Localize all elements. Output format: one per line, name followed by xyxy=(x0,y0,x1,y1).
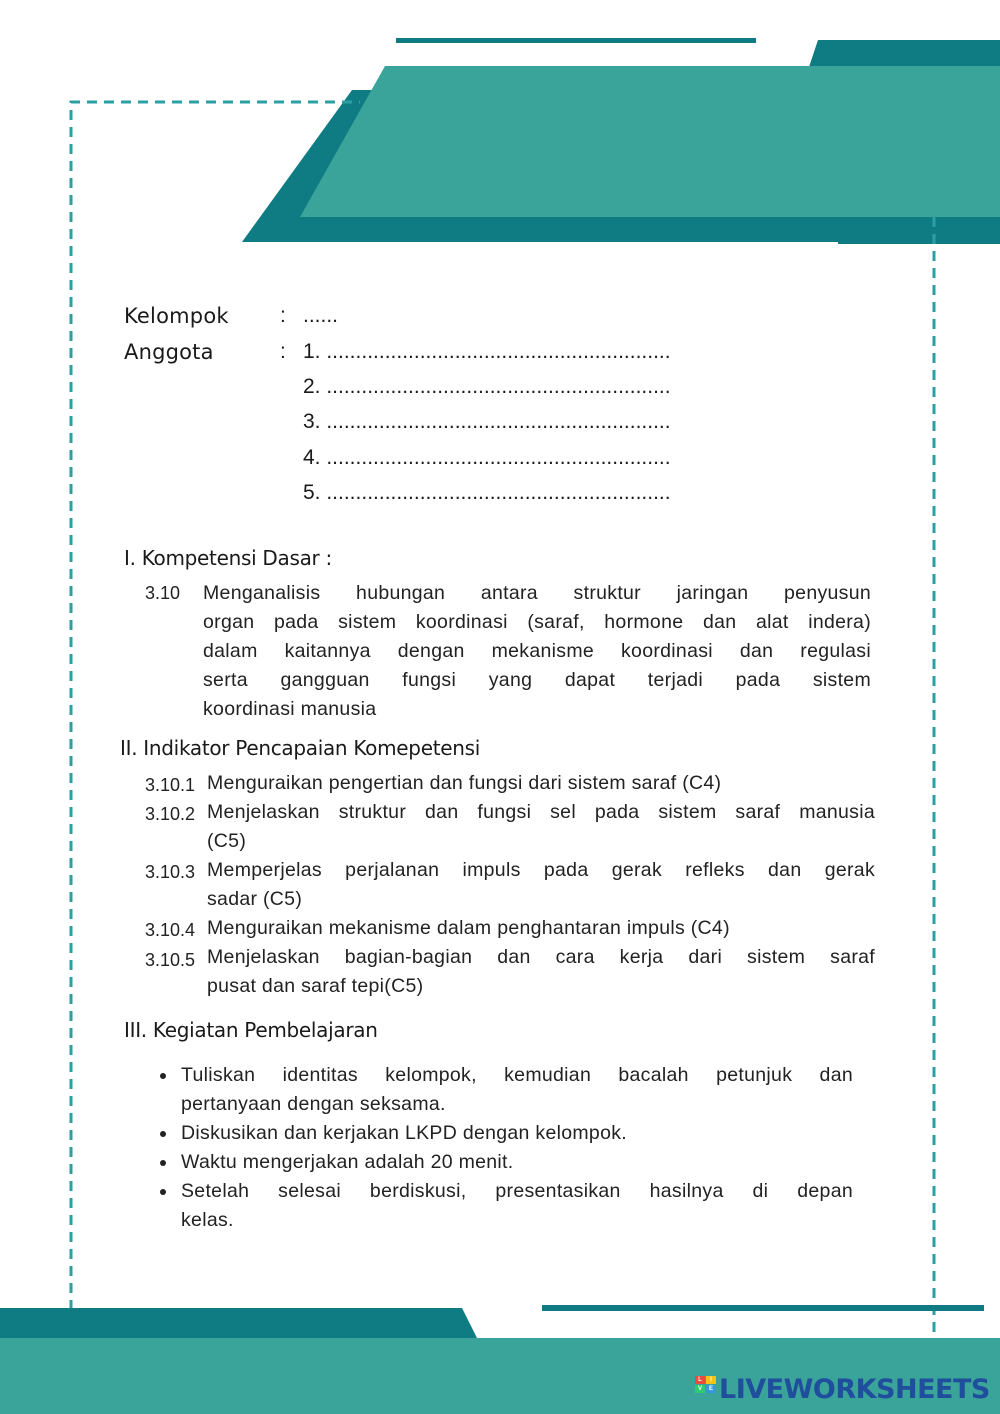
activity-line: Waktu mengerjakan adalah 20 menit. xyxy=(181,1151,514,1173)
activity-item xyxy=(181,1061,853,1119)
bullet-dot-icon xyxy=(160,1131,166,1137)
indicator-number: 3.10.1 xyxy=(145,775,196,795)
members-colon: : xyxy=(280,340,286,363)
indicator-number: 3.10.5 xyxy=(145,950,196,970)
indicator-number: 3.10.4 xyxy=(145,920,196,940)
activity-item xyxy=(181,1148,853,1177)
top-banner-light xyxy=(300,66,1000,217)
activity-line: Diskusikan dan kerjakan LKPD dengan kelompok. xyxy=(181,1122,627,1144)
group-value-field[interactable]: ...... xyxy=(303,304,339,327)
top-banner-right-dark xyxy=(808,40,1000,70)
member-field-2[interactable]: 2. ........................................................... xyxy=(303,375,671,398)
liveworksheets-logo[interactable] xyxy=(695,1373,990,1405)
logo-letter: L xyxy=(695,1376,705,1384)
indicator-line: Menjelaskan struktur dan fungsi sel pada sistem saraf manusia xyxy=(207,801,875,823)
bullet-dot-icon xyxy=(160,1189,166,1195)
logo-cubes-icon xyxy=(695,1376,715,1402)
indicator-line: Menguraikan mekanisme dalam penghantaran impuls (C4) xyxy=(207,917,730,939)
group-colon: : xyxy=(280,304,286,327)
indicator-text xyxy=(207,769,875,798)
indicator-text xyxy=(207,798,875,856)
bottom-thin-stripe xyxy=(542,1305,984,1311)
indicator-line: Menguraikan pengertian dan fungsi dari sistem saraf (C4) xyxy=(207,772,722,794)
indicator-line: Memperjelas perjalanan impuls pada gerak refleks dan gerak xyxy=(207,859,875,881)
indicator-text xyxy=(207,914,875,943)
indicator-text xyxy=(207,943,875,1001)
kd-line: Menganalisis hubungan antara struktur jaringan penyusun xyxy=(203,582,871,604)
kd-line: organ pada sistem koordinasi (saraf, hormone dan alat indera) xyxy=(203,611,871,633)
group-label: Kelompok xyxy=(124,304,229,328)
indicator-number: 3.10.3 xyxy=(145,862,196,882)
section-3-heading: III. Kegiatan Pembelajaran xyxy=(124,1018,378,1042)
indicator-text xyxy=(207,856,875,914)
brand-name: LIVEWORKSHEETS xyxy=(719,1373,990,1405)
indicator-number: 3.10.2 xyxy=(145,804,196,824)
indicator-line: Menjelaskan bagian-bagian dan cara kerja dari sistem saraf xyxy=(207,946,875,968)
kd-text xyxy=(203,579,871,724)
top-thin-stripe xyxy=(396,38,756,43)
logo-letter: I xyxy=(706,1376,716,1384)
member-field-1[interactable]: 1. ........................................................... xyxy=(303,340,671,363)
logo-letter: V xyxy=(695,1385,705,1393)
indicator-line: sadar (C5) xyxy=(207,888,303,910)
activity-line: kelas. xyxy=(181,1209,234,1231)
indicator-line: pusat dan saraf tepi(C5) xyxy=(207,975,424,997)
activity-item xyxy=(181,1177,853,1235)
indicator-line: (C5) xyxy=(207,830,247,852)
section-1-heading: I. Kompetensi Dasar : xyxy=(124,546,332,570)
section-2-heading: II. Indikator Pencapaian Komepetensi xyxy=(120,736,481,760)
bullet-dot-icon xyxy=(160,1073,166,1079)
bullet-dot-icon xyxy=(160,1160,166,1166)
right-thin-stripe xyxy=(838,239,1000,244)
kd-number: 3.10 xyxy=(145,583,181,603)
bottom-band-dark xyxy=(0,1308,478,1340)
member-field-4[interactable]: 4. ........................................................... xyxy=(303,446,671,469)
activity-item xyxy=(181,1119,853,1148)
members-label: Anggota xyxy=(124,340,214,364)
kd-line: koordinasi manusia xyxy=(203,698,377,720)
member-field-5[interactable]: 5. ........................................................... xyxy=(303,481,671,504)
member-field-3[interactable]: 3. ........................................................... xyxy=(303,410,671,433)
activity-line: Setelah selesai berdiskusi, presentasikan hasilnya di depan xyxy=(181,1180,853,1202)
logo-letter: E xyxy=(706,1385,716,1393)
kd-line: dalam kaitannya dengan mekanisme koordinasi dan regulasi xyxy=(203,640,871,662)
kd-line: serta gangguan fungsi yang dapat terjadi pada sistem xyxy=(203,669,871,691)
activity-line: pertanyaan dengan seksama. xyxy=(181,1093,446,1115)
activity-line: Tuliskan identitas kelompok, kemudian bacalah petunjuk dan xyxy=(181,1064,853,1086)
